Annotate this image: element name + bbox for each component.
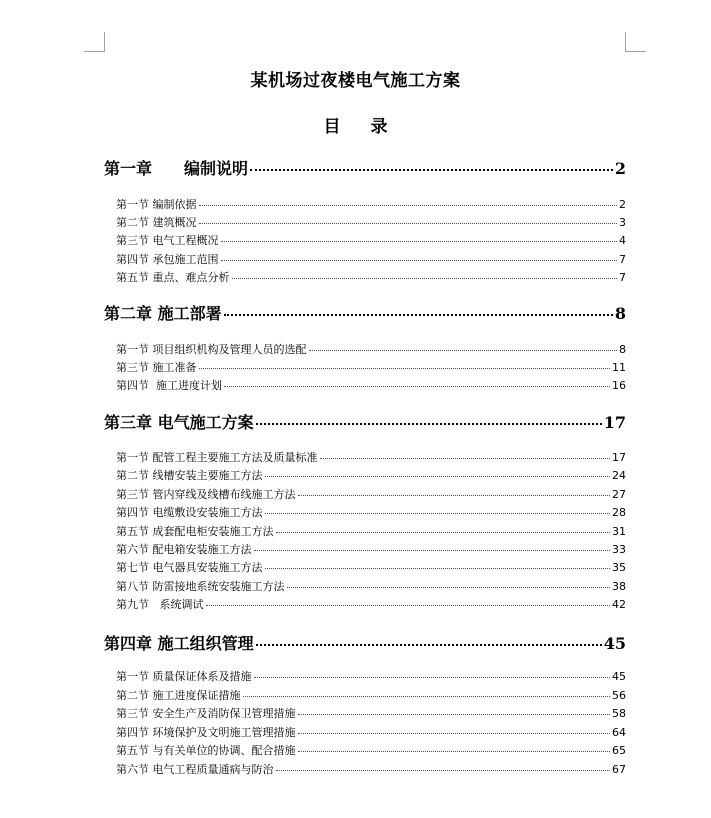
toc-page-number: 58 [612, 707, 626, 720]
toc-leader-dots [298, 733, 611, 734]
toc-section-label: 第一节 编制依据 [116, 198, 197, 211]
toc-leader-dots [298, 751, 611, 752]
toc-section[interactable] [116, 341, 626, 356]
toc-leader-dots [254, 677, 611, 678]
toc-leader-dots [256, 423, 602, 425]
toc-section-label: 第一节 项目组织机构及管理人员的选配 [116, 343, 307, 356]
toc-page-number: 28 [612, 506, 626, 519]
toc-leader-dots [232, 278, 618, 279]
toc-page-number: 27 [612, 488, 626, 501]
toc-section-label: 第五节 重点、难点分析 [116, 271, 230, 284]
toc-section-label: 第一节 质量保证体系及措施 [116, 670, 252, 683]
toc-leader-dots [265, 513, 611, 514]
toc-leader-dots [287, 587, 611, 588]
toc-chapter-1[interactable] [104, 156, 626, 178]
toc-page-number: 11 [612, 361, 626, 374]
toc-chapter-label: 第二章 施工部署 [104, 304, 222, 323]
toc-page-number: 8 [614, 304, 626, 323]
toc-page-number: 7 [619, 253, 626, 266]
toc-chapter-label: 第三章 电气施工方案 [104, 413, 254, 432]
toc-page-number: 67 [612, 763, 626, 776]
toc-heading-left: 目 [323, 117, 341, 137]
toc-section-label: 第四节 环境保护及文明施工管理措施 [116, 726, 296, 739]
toc-section-label: 第三节 管内穿线及线槽布线施工方法 [116, 488, 296, 501]
toc-section[interactable] [116, 467, 626, 482]
toc-leader-dots [224, 314, 613, 316]
toc-page-number: 56 [612, 689, 626, 702]
toc-leader-dots [221, 260, 618, 261]
toc-section-label: 第二节 建筑概况 [116, 216, 197, 229]
toc-page-number: 35 [612, 561, 626, 574]
toc-section-label: 第六节 配电箱安装施工方法 [116, 543, 252, 556]
toc-section-label: 第五节 成套配电柜安装施工方法 [116, 525, 274, 538]
toc-section[interactable] [116, 687, 626, 702]
toc-heading [0, 112, 711, 137]
toc-section[interactable] [116, 377, 626, 392]
toc-page-number: 24 [612, 469, 626, 482]
toc-section[interactable] [116, 724, 626, 739]
toc-section[interactable] [116, 251, 626, 266]
toc-page-number: 16 [612, 379, 626, 392]
toc-heading-right: 录 [370, 117, 388, 137]
toc-section-label: 第四节 电缆敷设安装施工方法 [116, 506, 263, 519]
toc-page-number: 3 [619, 216, 626, 229]
toc-page-number: 31 [612, 525, 626, 538]
toc-section[interactable] [116, 232, 626, 247]
toc-leader-dots [265, 476, 611, 477]
toc-leader-dots [221, 241, 618, 242]
toc-page-number: 64 [612, 726, 626, 739]
toc-section[interactable] [116, 359, 626, 374]
toc-section-label: 第五节 与有关单位的协调、配合措施 [116, 744, 296, 757]
toc-leader-dots [256, 644, 602, 646]
toc-chapter-2[interactable] [104, 301, 626, 323]
toc-section-label: 第二节 施工进度保证措施 [116, 689, 241, 702]
toc-section[interactable] [116, 214, 626, 229]
toc-section-label: 第二节 线槽安装主要施工方法 [116, 469, 263, 482]
toc-leader-dots [320, 458, 611, 459]
toc-section[interactable] [116, 668, 626, 683]
toc-section[interactable] [116, 559, 626, 574]
toc-chapter-4[interactable] [104, 631, 626, 653]
toc-leader-dots [250, 169, 613, 171]
toc-section-label: 第四节 施工进度计划 [116, 379, 222, 392]
toc-page-number: 4 [619, 234, 626, 247]
toc-leader-dots [199, 205, 618, 206]
toc-section[interactable] [116, 486, 626, 501]
toc-page-number: 38 [612, 580, 626, 593]
toc-section-label: 第七节 电气器具安装施工方法 [116, 561, 263, 574]
document-title: 某机场过夜楼电气施工方案 [250, 71, 461, 91]
toc-leader-dots [298, 714, 611, 715]
toc-page-number: 8 [619, 343, 626, 356]
toc-leader-dots [243, 696, 611, 697]
toc-leader-dots [265, 568, 611, 569]
toc-page-number: 33 [612, 543, 626, 556]
toc-page-number: 45 [612, 670, 626, 683]
toc-leader-dots [199, 223, 618, 224]
toc-section[interactable] [116, 578, 626, 593]
toc-section-label: 第三节 施工准备 [116, 361, 197, 374]
toc-leader-dots [309, 350, 618, 351]
toc-section-label: 第八节 防雷接地系统安装施工方法 [116, 580, 285, 593]
toc-leader-dots [224, 386, 610, 387]
toc-page-number: 45 [603, 634, 626, 653]
toc-section[interactable] [116, 196, 626, 211]
toc-page-number: 65 [612, 744, 626, 757]
toc-section-label: 第六节 电气工程质量通病与防治 [116, 763, 274, 776]
toc-section[interactable] [116, 269, 626, 284]
toc-page-number: 17 [612, 451, 626, 464]
toc-leader-dots [276, 532, 611, 533]
toc-chapter-label: 第四章 施工组织管理 [104, 634, 254, 653]
toc-section[interactable] [116, 504, 626, 519]
toc-section[interactable] [116, 742, 626, 757]
toc-page-number: 2 [614, 159, 626, 178]
toc-page-number: 7 [619, 271, 626, 284]
toc-chapter-label: 第一章 编制说明 [104, 159, 249, 178]
toc-leader-dots [254, 550, 611, 551]
toc-page-number: 42 [612, 598, 626, 611]
toc-page-number: 17 [603, 413, 626, 432]
toc-leader-dots [276, 770, 611, 771]
toc-section[interactable] [116, 761, 626, 776]
toc-section-label: 第一节 配管工程主要施工方法及质量标准 [116, 451, 318, 464]
toc-leader-dots [298, 495, 611, 496]
toc-section[interactable] [116, 596, 626, 611]
toc-section-label: 第三节 安全生产及消防保卫管理措施 [116, 707, 296, 720]
toc-section[interactable] [116, 523, 626, 538]
toc-section[interactable] [116, 449, 626, 464]
toc-leader-dots [199, 368, 611, 369]
toc-section[interactable] [116, 705, 626, 720]
toc-section-label: 第九节 系统调试 [116, 598, 204, 611]
toc-leader-dots [206, 605, 611, 606]
toc-section[interactable] [116, 541, 626, 556]
toc-chapter-3[interactable] [104, 410, 626, 432]
toc-section-label: 第四节 承包施工范围 [116, 253, 219, 266]
toc-section-label: 第三节 电气工程概况 [116, 234, 219, 247]
toc-page-number: 2 [619, 198, 626, 211]
